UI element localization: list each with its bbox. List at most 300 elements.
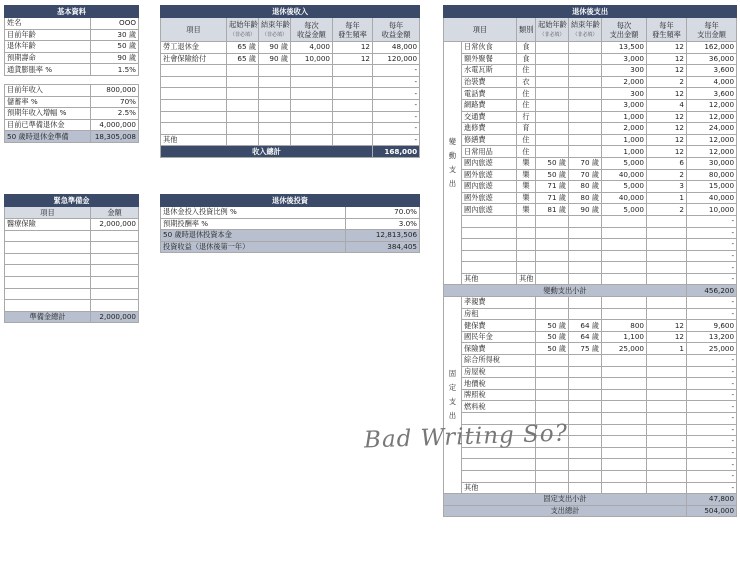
expense-yearly: - [687, 297, 737, 309]
income-frequency[interactable]: 12 [333, 53, 373, 65]
expense-frequency[interactable] [647, 378, 687, 390]
expense-start-age[interactable]: 50 歲 [536, 169, 569, 181]
expense-item[interactable]: 房屋稅 [462, 366, 536, 378]
expense-frequency[interactable]: 2 [647, 169, 687, 181]
expense-end-age[interactable] [569, 297, 602, 309]
expense-category[interactable]: 育 [517, 123, 536, 135]
empty-cell[interactable] [333, 111, 373, 123]
expense-frequency[interactable]: 3 [647, 181, 687, 193]
empty-cell[interactable] [259, 88, 291, 100]
empty-cell[interactable] [569, 215, 602, 227]
expense-category[interactable]: 樂 [517, 157, 536, 169]
expense-start-age[interactable]: 50 歲 [536, 157, 569, 169]
expense-amount[interactable]: 40,000 [602, 192, 647, 204]
expense-amount[interactable]: 300 [602, 88, 647, 100]
empty-cell[interactable] [5, 288, 91, 300]
expense-frequency[interactable]: 12 [647, 134, 687, 146]
variable-total-value: 456,200 [687, 285, 737, 297]
expense-item[interactable]: 國內旅遊 [462, 181, 517, 193]
field-value[interactable]: 70% [91, 96, 139, 108]
empty-cell[interactable] [259, 134, 291, 146]
expense-item[interactable]: 國民年金 [462, 331, 536, 343]
income-start-age[interactable]: 65 歲 [227, 42, 259, 54]
expense-category[interactable] [517, 215, 536, 227]
income-total-value: 168,000 [373, 146, 420, 158]
expense-frequency[interactable] [647, 401, 687, 413]
expense-start-age[interactable] [536, 42, 569, 54]
expense-yearly: - [687, 239, 737, 251]
expense-yearly: - [687, 424, 737, 436]
income-amount[interactable]: 10,000 [291, 53, 333, 65]
income-item[interactable]: 勞工退休金 [161, 42, 227, 54]
empty-cell[interactable] [259, 123, 291, 135]
fixed-total-row [444, 494, 737, 506]
expense-item[interactable]: 網路費 [462, 99, 517, 111]
empty-cell[interactable] [536, 215, 569, 227]
empty-cell[interactable] [569, 482, 602, 494]
basic-info-table [4, 5, 139, 76]
empty-cell[interactable] [602, 250, 647, 262]
expense-yearly: - [687, 308, 737, 320]
expense-item[interactable]: 國外旅遊 [462, 192, 517, 204]
expense-end-age[interactable] [569, 42, 602, 54]
expense-item[interactable]: 綜合所得稅 [462, 355, 536, 367]
expense-frequency[interactable]: 2 [647, 204, 687, 216]
expense-end-age[interactable] [569, 65, 602, 77]
empty-cell[interactable] [5, 265, 91, 277]
field-label: 預期壽命 [5, 52, 91, 64]
expense-frequency[interactable]: 12 [647, 88, 687, 100]
empty-cell[interactable] [5, 230, 91, 242]
expense-yearly: 25,000 [687, 343, 737, 355]
expense-start-age[interactable] [536, 366, 569, 378]
expense-item[interactable]: 房租 [462, 308, 536, 320]
field-value[interactable]: 2.5% [91, 108, 139, 120]
expense-amount[interactable] [602, 355, 647, 367]
field-value[interactable]: 90 歲 [91, 52, 139, 64]
expense-frequency[interactable] [647, 389, 687, 401]
expense-end-age[interactable]: 80 歲 [569, 192, 602, 204]
expense-category[interactable]: 樂 [517, 181, 536, 193]
expense-category[interactable]: 住 [517, 134, 536, 146]
expense-start-age[interactable] [536, 53, 569, 65]
empty-cell[interactable] [227, 123, 259, 135]
expense-end-age[interactable]: 70 歲 [569, 157, 602, 169]
empty-cell[interactable] [602, 424, 647, 436]
expense-amount[interactable] [602, 308, 647, 320]
expense-start-age[interactable] [536, 65, 569, 77]
expense-item[interactable]: 孝親費 [462, 297, 536, 309]
empty-cell[interactable] [647, 215, 687, 227]
expense-item[interactable]: 國外旅遊 [462, 169, 517, 181]
expense-end-age[interactable] [569, 401, 602, 413]
expense-amount[interactable] [602, 297, 647, 309]
empty-cell[interactable] [259, 65, 291, 77]
expense-amount[interactable]: 1,000 [602, 146, 647, 158]
expense-frequency[interactable]: 12 [647, 331, 687, 343]
expense-end-age[interactable] [569, 53, 602, 65]
empty-cell[interactable] [291, 99, 333, 111]
expense-category[interactable]: 住 [517, 65, 536, 77]
empty-cell[interactable] [333, 134, 373, 146]
expense-item[interactable] [462, 459, 536, 471]
empty-cell[interactable] [602, 470, 647, 482]
empty-cell[interactable] [536, 447, 569, 459]
expense-frequency[interactable] [647, 355, 687, 367]
empty-cell[interactable] [536, 250, 569, 262]
expense-item[interactable]: 健保費 [462, 320, 536, 332]
income-yearly: - [373, 111, 420, 123]
empty-cell[interactable] [647, 482, 687, 494]
empty-cell[interactable] [291, 65, 333, 77]
field-value[interactable]: 4,000,000 [91, 119, 139, 131]
field-value[interactable]: OOO [91, 18, 139, 30]
empty-cell[interactable] [602, 273, 647, 285]
expense-item[interactable]: 交通費 [462, 111, 517, 123]
expense-yearly: 24,000 [687, 123, 737, 135]
empty-cell[interactable] [569, 436, 602, 448]
empty-cell[interactable] [291, 134, 333, 146]
expense-amount[interactable] [602, 378, 647, 390]
empty-cell[interactable] [227, 65, 259, 77]
expense-amount[interactable] [602, 401, 647, 413]
expense-frequency[interactable]: 12 [647, 65, 687, 77]
empty-cell[interactable] [227, 76, 259, 88]
expense-item[interactable]: 保險費 [462, 343, 536, 355]
empty-cell[interactable] [569, 459, 602, 471]
field-label: 通貨膨脹率 % [5, 64, 91, 76]
expense-end-age[interactable] [569, 355, 602, 367]
empty-cell[interactable] [536, 470, 569, 482]
expense-category[interactable]: 樂 [517, 169, 536, 181]
expense-start-age[interactable]: 81 歲 [536, 204, 569, 216]
expense-amount[interactable]: 5,000 [602, 181, 647, 193]
expense-frequency[interactable] [647, 308, 687, 320]
empty-cell[interactable] [647, 273, 687, 285]
expense-item[interactable] [462, 215, 517, 227]
empty-cell[interactable] [536, 273, 569, 285]
field-value[interactable]: 50 歲 [91, 41, 139, 53]
expense-amount[interactable]: 3,000 [602, 99, 647, 111]
expense-frequency[interactable]: 6 [647, 157, 687, 169]
expense-category[interactable]: 其他 [517, 273, 536, 285]
income-start-age[interactable]: 65 歲 [227, 53, 259, 65]
empty-cell[interactable] [227, 88, 259, 100]
empty-cell[interactable] [602, 239, 647, 251]
expense-amount[interactable]: 1,000 [602, 111, 647, 123]
empty-cell[interactable] [227, 99, 259, 111]
empty-cell[interactable] [536, 482, 569, 494]
empty-cell[interactable] [602, 215, 647, 227]
expense-start-age[interactable]: 71 歲 [536, 192, 569, 204]
expense-end-age[interactable] [569, 76, 602, 88]
income-item[interactable] [161, 123, 227, 135]
empty-cell[interactable] [602, 413, 647, 425]
empty-cell[interactable] [647, 250, 687, 262]
expense-start-age[interactable] [536, 308, 569, 320]
expense-start-age[interactable] [536, 401, 569, 413]
expense-amount[interactable]: 13,500 [602, 42, 647, 54]
empty-cell[interactable] [647, 470, 687, 482]
summary-value[interactable]: 18,305,008 [91, 131, 139, 143]
expense-grand-total-row [444, 505, 737, 517]
expense-item[interactable] [462, 262, 517, 274]
expense-end-age[interactable]: 80 歲 [569, 181, 602, 193]
expense-end-age[interactable] [569, 123, 602, 135]
expense-amount[interactable]: 300 [602, 65, 647, 77]
investment-value[interactable]: 3.0% [346, 218, 420, 230]
empty-cell[interactable] [5, 300, 91, 312]
empty-cell[interactable] [647, 424, 687, 436]
empty-cell[interactable] [647, 459, 687, 471]
expense-start-age[interactable] [536, 111, 569, 123]
empty-cell[interactable] [647, 227, 687, 239]
expense-category[interactable] [517, 239, 536, 251]
empty-cell[interactable] [259, 76, 291, 88]
expense-amount[interactable]: 800 [602, 320, 647, 332]
expense-start-age[interactable] [536, 76, 569, 88]
empty-cell[interactable] [569, 250, 602, 262]
empty-cell[interactable] [647, 447, 687, 459]
expense-amount[interactable]: 2,000 [602, 123, 647, 135]
expense-category[interactable]: 住 [517, 99, 536, 111]
empty-cell[interactable] [333, 65, 373, 77]
empty-cell[interactable] [536, 227, 569, 239]
income-end-age[interactable]: 90 歲 [259, 53, 291, 65]
expense-amount[interactable] [602, 389, 647, 401]
expense-category[interactable]: 住 [517, 88, 536, 100]
expense-frequency[interactable]: 4 [647, 99, 687, 111]
empty-cell[interactable] [647, 262, 687, 274]
investment-label: 預期投酬率 % [161, 218, 346, 230]
expense-start-age[interactable]: 50 歲 [536, 343, 569, 355]
expense-end-age[interactable] [569, 99, 602, 111]
empty-cell[interactable] [5, 242, 91, 254]
income-item[interactable] [161, 76, 227, 88]
expense-amount[interactable] [602, 366, 647, 378]
expense-item[interactable]: 治裝費 [462, 76, 517, 88]
empty-cell[interactable] [227, 111, 259, 123]
expense-item[interactable]: 修繕費 [462, 134, 517, 146]
expense-start-age[interactable] [536, 134, 569, 146]
expense-amount[interactable]: 1,100 [602, 331, 647, 343]
expense-category[interactable]: 樂 [517, 192, 536, 204]
expense-end-age[interactable] [569, 111, 602, 123]
expense-end-age[interactable]: 70 歲 [569, 169, 602, 181]
income-amount[interactable]: 4,000 [291, 42, 333, 54]
empty-cell[interactable] [333, 123, 373, 135]
retirement-investment-title: 退休後投資 [161, 195, 420, 207]
expense-frequency[interactable]: 12 [647, 320, 687, 332]
expense-start-age[interactable] [536, 99, 569, 111]
empty-cell[interactable] [602, 227, 647, 239]
empty-cell[interactable] [602, 447, 647, 459]
empty-cell[interactable] [647, 436, 687, 448]
expense-start-age[interactable]: 50 歲 [536, 331, 569, 343]
empty-cell[interactable] [5, 276, 91, 288]
income-item[interactable] [161, 88, 227, 100]
income-info-table [4, 84, 139, 143]
expense-start-age[interactable] [536, 378, 569, 390]
empty-cell[interactable] [569, 470, 602, 482]
expense-item[interactable]: 日常伙食 [462, 42, 517, 54]
expense-frequency[interactable]: 12 [647, 146, 687, 158]
expense-amount[interactable]: 1,000 [602, 134, 647, 146]
expense-item[interactable]: 額外聚餐 [462, 53, 517, 65]
empty-cell[interactable] [569, 273, 602, 285]
expense-start-age[interactable] [536, 123, 569, 135]
expense-frequency[interactable]: 12 [647, 123, 687, 135]
expense-frequency[interactable]: 12 [647, 42, 687, 54]
field-value[interactable]: 800,000 [91, 84, 139, 96]
expense-start-age[interactable] [536, 146, 569, 158]
expense-amount[interactable]: 3,000 [602, 53, 647, 65]
expense-item[interactable]: 其他 [462, 482, 536, 494]
expense-amount[interactable]: 25,000 [602, 343, 647, 355]
empty-cell[interactable] [91, 300, 139, 312]
empty-cell[interactable] [91, 253, 139, 265]
expense-category[interactable] [517, 250, 536, 262]
expense-amount[interactable]: 2,000 [602, 76, 647, 88]
empty-cell[interactable] [333, 76, 373, 88]
empty-cell[interactable] [569, 227, 602, 239]
expense-end-age[interactable] [569, 134, 602, 146]
empty-cell[interactable] [333, 99, 373, 111]
empty-cell[interactable] [569, 447, 602, 459]
expense-item[interactable] [462, 250, 517, 262]
expense-start-age[interactable] [536, 297, 569, 309]
expense-amount[interactable]: 5,000 [602, 204, 647, 216]
empty-cell[interactable] [569, 239, 602, 251]
expense-category[interactable]: 食 [517, 42, 536, 54]
expense-item[interactable]: 國內旅遊 [462, 204, 517, 216]
expense-start-age[interactable]: 71 歲 [536, 181, 569, 193]
empty-cell[interactable] [259, 99, 291, 111]
income-item[interactable] [161, 65, 227, 77]
emergency-row-value[interactable]: 2,000,000 [91, 219, 139, 231]
expense-start-age[interactable] [536, 389, 569, 401]
empty-cell[interactable] [602, 482, 647, 494]
income-item[interactable]: 社會保險給付 [161, 53, 227, 65]
empty-cell[interactable] [536, 262, 569, 274]
empty-cell[interactable] [333, 88, 373, 100]
expense-frequency[interactable]: 2 [647, 76, 687, 88]
empty-cell[interactable] [569, 262, 602, 274]
empty-cell[interactable] [536, 239, 569, 251]
empty-cell[interactable] [291, 111, 333, 123]
expense-end-age[interactable]: 64 歲 [569, 331, 602, 343]
expense-yearly: 15,000 [687, 181, 737, 193]
expense-item[interactable] [462, 239, 517, 251]
expense-item[interactable]: 進修費 [462, 123, 517, 135]
expense-end-age[interactable] [569, 366, 602, 378]
empty-cell[interactable] [602, 459, 647, 471]
expense-start-age[interactable] [536, 355, 569, 367]
expense-category[interactable]: 樂 [517, 204, 536, 216]
expense-frequency[interactable]: 12 [647, 111, 687, 123]
expense-frequency[interactable]: 1 [647, 343, 687, 355]
expense-item[interactable]: 地價稅 [462, 378, 536, 390]
empty-cell[interactable] [291, 123, 333, 135]
income-item[interactable]: 其他 [161, 134, 227, 146]
expense-item[interactable]: 國內旅遊 [462, 157, 517, 169]
expense-end-age[interactable]: 75 歲 [569, 343, 602, 355]
income-item[interactable] [161, 111, 227, 123]
expense-item[interactable]: 牌照稅 [462, 389, 536, 401]
expense-item[interactable]: 水電瓦斯 [462, 65, 517, 77]
expense-end-age[interactable] [569, 389, 602, 401]
expense-category[interactable] [517, 262, 536, 274]
expense-frequency[interactable]: 12 [647, 53, 687, 65]
expense-end-age[interactable] [569, 378, 602, 390]
expense-yearly: 4,000 [687, 76, 737, 88]
empty-cell[interactable] [647, 413, 687, 425]
income-frequency[interactable]: 12 [333, 42, 373, 54]
empty-cell[interactable] [569, 424, 602, 436]
investment-value[interactable]: 70.0% [346, 207, 420, 219]
empty-cell[interactable] [259, 111, 291, 123]
income-blank-row [161, 123, 420, 135]
expense-end-age[interactable] [569, 308, 602, 320]
expense-frequency[interactable] [647, 366, 687, 378]
expense-category[interactable]: 衣 [517, 76, 536, 88]
expense-category[interactable]: 行 [517, 111, 536, 123]
empty-cell[interactable] [536, 459, 569, 471]
empty-cell[interactable] [91, 242, 139, 254]
expense-end-age[interactable] [569, 146, 602, 158]
expense-item[interactable]: 其他 [462, 273, 517, 285]
field-value[interactable]: 30 歲 [91, 29, 139, 41]
expense-end-age[interactable]: 90 歲 [569, 204, 602, 216]
expense-item[interactable]: 日常用品 [462, 146, 517, 158]
expense-frequency[interactable] [647, 297, 687, 309]
empty-cell[interactable] [647, 239, 687, 251]
expense-end-age[interactable] [569, 88, 602, 100]
expense-row [444, 239, 737, 251]
empty-cell[interactable] [569, 413, 602, 425]
expense-row [444, 88, 737, 100]
empty-cell[interactable] [91, 230, 139, 242]
expense-start-age[interactable]: 50 歲 [536, 320, 569, 332]
empty-cell[interactable] [91, 276, 139, 288]
expense-category[interactable] [517, 227, 536, 239]
expense-item[interactable]: 燃料稅 [462, 401, 536, 413]
expense-category[interactable]: 住 [517, 146, 536, 158]
expense-category[interactable]: 食 [517, 53, 536, 65]
empty-cell[interactable] [91, 265, 139, 277]
empty-cell[interactable] [227, 134, 259, 146]
empty-cell[interactable] [5, 253, 91, 265]
expense-frequency[interactable]: 1 [647, 192, 687, 204]
income-end-age[interactable]: 90 歲 [259, 42, 291, 54]
field-value[interactable]: 1.5% [91, 64, 139, 76]
expense-amount[interactable]: 5,000 [602, 157, 647, 169]
emergency-row-label[interactable]: 醫療保險 [5, 219, 91, 231]
expense-item[interactable] [462, 227, 517, 239]
fixed-total-value: 47,800 [687, 494, 737, 506]
expense-end-age[interactable]: 64 歲 [569, 320, 602, 332]
empty-cell[interactable] [602, 262, 647, 274]
empty-cell[interactable] [91, 288, 139, 300]
empty-cell[interactable] [291, 88, 333, 100]
expense-start-age[interactable] [536, 88, 569, 100]
expense-item[interactable] [462, 470, 536, 482]
empty-cell[interactable] [291, 76, 333, 88]
income-item[interactable] [161, 99, 227, 111]
empty-cell[interactable] [602, 436, 647, 448]
expense-item[interactable]: 電話費 [462, 88, 517, 100]
expense-amount[interactable]: 40,000 [602, 169, 647, 181]
